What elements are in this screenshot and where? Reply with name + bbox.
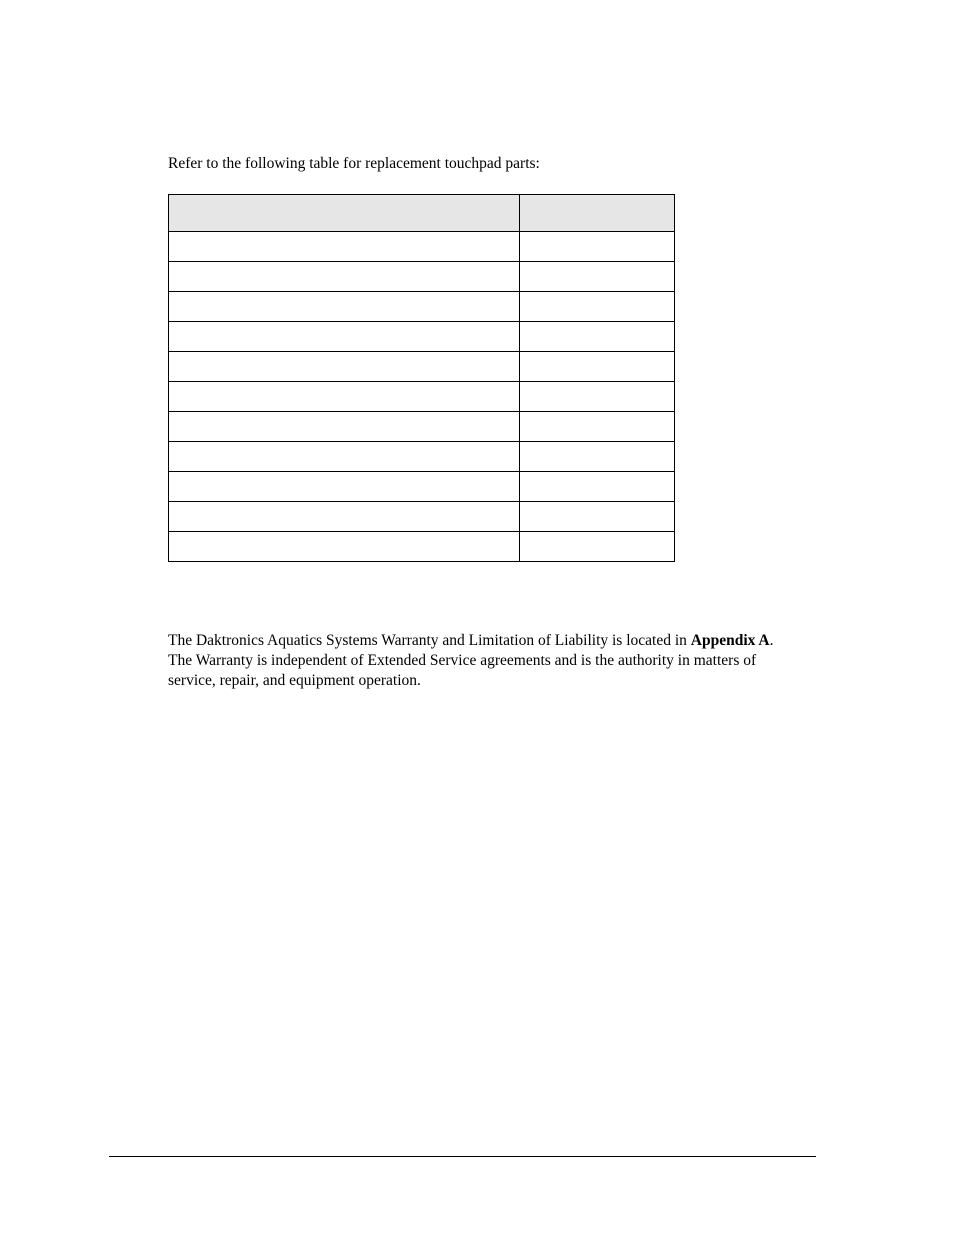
header-cell-description [169,195,520,232]
table-cell-description [169,232,520,262]
warranty-text-end: . The Warranty is independent of Extended Service agreements and is the authority in matters of service, repair, and equipment operation. [168,632,774,689]
table-cell-description [169,382,520,412]
table-row [169,232,675,262]
table-cell-description [169,472,520,502]
footer-divider [109,1156,816,1157]
table-row [169,442,675,472]
table-row [169,262,675,292]
table-row [169,382,675,412]
table-header-row [169,195,675,232]
table-row [169,472,675,502]
table-cell-description [169,322,520,352]
table-cell-part-number [520,472,675,502]
table-row [169,532,675,562]
table-row [169,502,675,532]
table-cell-description [169,532,520,562]
table-cell-part-number [520,322,675,352]
table-row [169,322,675,352]
table-cell-description [169,442,520,472]
header-cell-part-number [520,195,675,232]
replacement-parts-table [168,194,675,562]
table-row [169,352,675,382]
warranty-paragraph [168,631,788,691]
table-cell-part-number [520,232,675,262]
table-cell-description [169,262,520,292]
table-cell-part-number [520,412,675,442]
table-cell-part-number [520,382,675,412]
table-row [169,292,675,322]
table-cell-part-number [520,292,675,322]
table-cell-part-number [520,442,675,472]
table-row [169,412,675,442]
appendix-reference: Appendix A [690,632,770,649]
table-intro-text: Refer to the following table for replacement touchpad parts: [168,155,540,172]
table-cell-part-number [520,262,675,292]
table-cell-description [169,502,520,532]
table-cell-part-number [520,532,675,562]
table-cell-description [169,352,520,382]
warranty-text-start: The Daktronics Aquatics Systems Warranty and Limitation of Liability is located in [168,632,691,649]
table-cell-description [169,412,520,442]
table-cell-part-number [520,502,675,532]
table-cell-part-number [520,352,675,382]
table-cell-description [169,292,520,322]
